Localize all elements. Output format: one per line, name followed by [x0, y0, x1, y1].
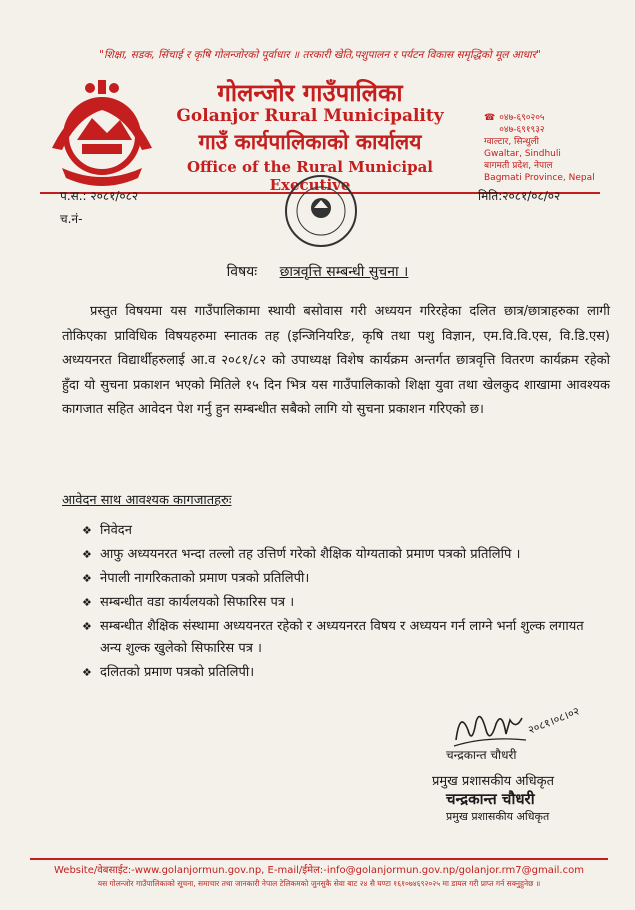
subject-value: छात्रवृत्ति सम्बन्धी सुचना । [279, 264, 409, 280]
stamp-name: चन्द्रकान्त चौधरी [446, 790, 535, 808]
issue-date: मिति:२०८१/०८/०२ [478, 189, 561, 203]
signatory-stamp-block [432, 771, 602, 824]
municipality-name-english: Golanjor Rural Municipality [176, 106, 444, 126]
footer-notice: यस गोलन्जोर गाउँपालिकाको सूचना, समाचार तथा जानकारी नेपाल टेलिकमको जुनसुकै सेवा बाट २४ सै घण्टा १६१०७४६९२०२५ मा डायल गरी प्राप्त गर्न सक्नुहुनेछ ॥ [97, 879, 541, 888]
chalani-number: च.नं- [60, 212, 83, 226]
list-item: ❖ निवेदन [82, 520, 602, 542]
stamp-designation: प्रमुख प्रशासकीय अधिकृत [446, 810, 550, 823]
motto: "शिक्षा, सडक, सिंचाई र कृषि गोलन्जोरको पूर्वाधार ॥ तरकारी खेति,पशुपालन र पर्यटन विकास समृद्धिको मूल आधार" [99, 49, 541, 61]
phone-2: ०४७-६९१९३२ [499, 125, 545, 135]
municipality-name-nepali: गोलन्जोर गाउँपालिका [217, 79, 403, 107]
list-item: ❖ दलितको प्रमाण पत्रको प्रतिलिपी। [82, 662, 602, 684]
address-en: Gwaltar, Sindhuli [484, 149, 561, 159]
list-item: ❖ सम्बन्धीत वडा कार्यलयको सिफारिस पत्र । [82, 592, 602, 614]
requirements-heading: आवेदन साथ आवश्यक कागजातहरुः [62, 493, 232, 508]
signatory-designation: प्रमुख प्रशासकीय अधिकृत [432, 774, 555, 789]
province-en: Bagmati Province, Nepal [484, 173, 595, 183]
notice-body: प्रस्तुत विषयमा यस गाउँपालिकामा स्थायी बसोवास गरी अध्ययन गरिरहेका दलित छात्र/छात्राहरुका लागी तोकिएका प्राविधिक विषयहरुमा स्नातक तह (इन्जिनियरिङ, कृषि तथा पशु विज्ञान, एम.वि.वि.एस, वि.डि.एस) अध्ययनरत विद्यार्थीहरुलाई आ.व २०८१/८२ को उपाध्यक्ष विशेष कार्यक्रम अन्तर्गत छात्रवृत्ति वितरण कार्यक्रम रहेको हुँदा यो सुचना प्रकाशन भएको मितिले १५ दिन भित्र यस गाउँपालिकाको शिक्षा युवा तथा खेलकुद शाखामा आवश्यक कागजात सहित आवेदन पेश गर्नु हुन सम्बन्धीत सबैको लागि यो सुचना प्रकाशन गरिएको छ। [62, 304, 610, 417]
footer-divider [30, 858, 608, 860]
footer-contact: Website/वेबसाईट:-www.golanjormun.gov.np, E-mail/ईमेल:-info@golanjormun.gov.np/golanjor.rm7@gmail.com [54, 865, 584, 876]
list-item: ❖ नेपाली नागरिकताको प्रमाण पत्रको प्रतिलिपी। [82, 568, 602, 590]
patra-sankhya: प.स.: २०८१/०८२ [60, 189, 139, 203]
office-name-english: Office of the Rural Municipal Executive [186, 158, 434, 194]
address-np: ग्वाल्टार, सिन्धुली [484, 137, 539, 147]
requirements-list [82, 520, 602, 686]
signature-date: २०८१।०८।०२ [526, 704, 582, 737]
province-np: बागमती प्रदेश, नेपाल [484, 161, 553, 171]
office-seal-stamp [282, 172, 360, 250]
subject-label: विषयः [226, 264, 258, 280]
list-item: ❖ सम्बन्धीत शैक्षिक संस्थामा अध्ययनरत रहेको र अध्ययनरत विषय र अध्ययन गर्न लाग्ने भर्ना शुल्क लगायत अन्य शुल्क खुलेको सिफारिस पत्र । [82, 616, 602, 660]
phone-1: ०४७-६९०२०५ [499, 113, 545, 123]
nepal-emblem-logo [32, 78, 172, 198]
subject-line [0, 262, 635, 281]
office-name-nepali: गाउँ कार्यपालिकाको कार्यालय [198, 130, 422, 154]
signatory-name: चन्द्रकान्त चौधरी [446, 748, 517, 762]
list-item: ❖ आफु अध्ययनरत भन्दा तल्लो तह उत्तिर्ण गरेको शैक्षिक योग्यताको प्रमाण पत्रको प्रतिलिपि । [82, 544, 602, 566]
contact-block [484, 112, 604, 184]
phone-icon: ☎ [484, 113, 496, 123]
